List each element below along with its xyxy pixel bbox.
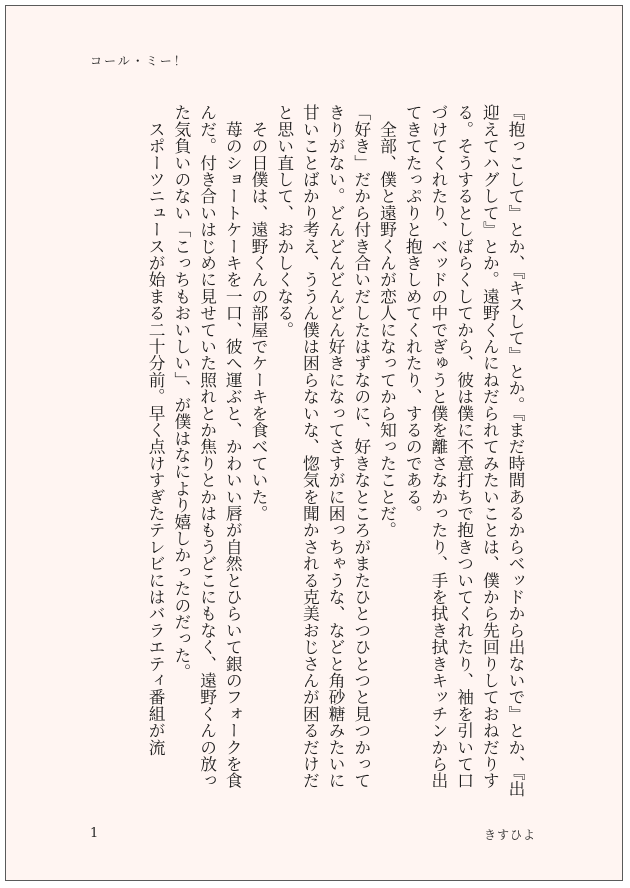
- body-paragraph: 「好き」だから付き合いだしたはずなのに、好きなところがまたひとつひとつと見つかってきりがない。どんどんどんどん好きになってさすがに困っちゃうな、などと角砂糖みたいに甘いことばかり考え、ううん僕は困らないな、惚気を聞かされる克美おじさんが困るだけだと思い直して、おかしくなる。: [274, 104, 372, 789]
- body-paragraph: その日僕は、遠野くんの部屋でケーキを食べていた。: [248, 104, 269, 522]
- running-header-title: コール・ミー！: [90, 54, 188, 68]
- page-number: 1: [90, 826, 99, 841]
- body-paragraph: 全部、僕と遠野くんが恋人になってから知ったことだ。: [377, 104, 398, 539]
- body-paragraph: 苺のショートケーキを一口、彼へ運ぶと、かわいい唇が自然とひらいて銀のフォークを食んだ。付き合いはじめに見せていた照れとか焦りとかはもうどこにもなく、遠野くんの放った気負いのない「こっちもおいしい」、が僕はなにより嬉しかったのだった。: [171, 104, 244, 789]
- author-name: きすひよ: [484, 828, 537, 842]
- body-paragraph: スポーツニュースが始まる二十分前。早く点けすぎたテレビにはバラエティ番組が流: [146, 104, 167, 756]
- body-paragraph: 『抱っこして』とか、『キスして』とか。『まだ時間あるからベッドから出ないで』とか、『出迎えてハグして』とか。遠野くんにねだられてみたいことは、僕から先回りしておねだりする。そうするとしばらくしてから、彼は僕に不意打ちで抱きついてくれたり、袖を引いて口づけてくれたり、ベッドの中でぎゅうと僕を離さなかったり、手を拭き拭きキッチンから出てきてたっぷりと抱きしめてくれたり、するのである。: [403, 104, 526, 798]
- vertical-body-text: [88, 104, 528, 804]
- document-page: [5, 5, 623, 881]
